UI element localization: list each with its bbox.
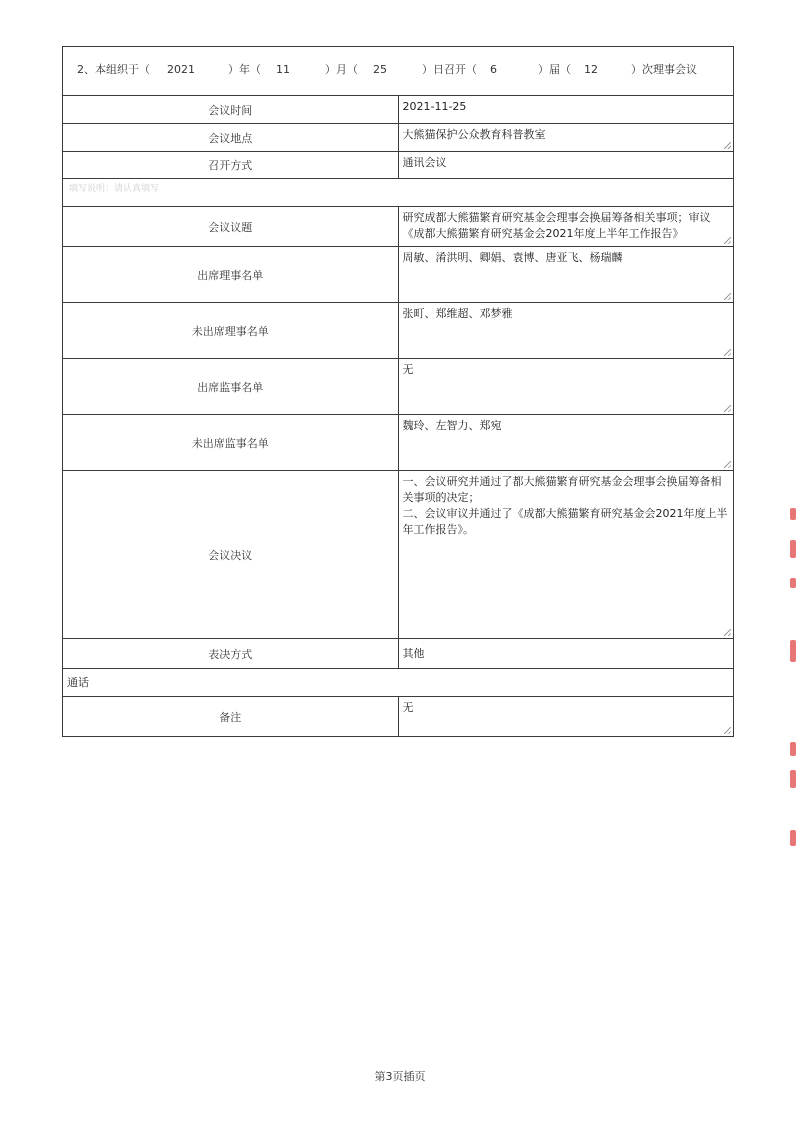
absent-supervisors-label: 未出席监事名单 bbox=[63, 415, 399, 471]
attending-supervisors-field[interactable] bbox=[398, 359, 734, 415]
attending-directors-label: 出席理事名单 bbox=[63, 247, 399, 303]
page-footer: 第3页插页 bbox=[374, 1070, 426, 1083]
absent-directors-field[interactable] bbox=[398, 303, 734, 359]
resize-grip-icon[interactable] bbox=[724, 727, 731, 734]
topic-value: 研究成都大熊猫繁育研究基金会理事会换届筹备相关事项；审议《成都大熊猫繁育研究基金会2021年度上半年工作报告》 bbox=[402, 211, 711, 240]
resize-grip-icon[interactable] bbox=[724, 629, 731, 636]
resize-grip-icon[interactable] bbox=[724, 293, 731, 300]
resolution-label: 会议决议 bbox=[63, 471, 399, 639]
absent-supervisors-value: 魏玲、左智力、郑宛 bbox=[402, 419, 502, 432]
meeting-header-line bbox=[63, 47, 733, 77]
time-label: 会议时间 bbox=[63, 96, 399, 124]
resize-grip-icon[interactable] bbox=[724, 237, 731, 244]
header-day: 25 bbox=[373, 63, 387, 76]
method-label: 召开方式 bbox=[63, 152, 399, 179]
header-session: 6 bbox=[490, 63, 497, 76]
header-month-suffix: ）月（ bbox=[325, 63, 358, 76]
attending-directors-value: 周敏、淆洪明、卿娟、袁博、唐亚飞、杨瑞麟 bbox=[402, 251, 623, 264]
resolution-line-2: 二、会议审议并通过了《成都大熊猫繁育研究基金会2021年度上半年工作报告》。 bbox=[402, 507, 728, 536]
header-session-suffix: ）届（ bbox=[538, 63, 571, 76]
stamp-fragment bbox=[790, 830, 796, 846]
meeting-record-table bbox=[62, 46, 734, 737]
header-meeting-suffix: ）次理事会议 bbox=[631, 63, 697, 76]
voting-field[interactable] bbox=[398, 639, 734, 669]
resolution-field[interactable] bbox=[398, 471, 734, 639]
resize-grip-icon[interactable] bbox=[724, 405, 731, 412]
absent-directors-value: 张町、郑维超、邓梦雅 bbox=[402, 307, 513, 320]
header-meeting-no: 12 bbox=[584, 63, 598, 76]
stamp-fragment bbox=[790, 540, 796, 558]
stamp-fragment bbox=[790, 770, 796, 788]
location-value: 大熊猫保护公众教育科普教室 bbox=[402, 128, 546, 141]
resize-grip-icon[interactable] bbox=[724, 349, 731, 356]
remarks-label: 备注 bbox=[63, 697, 399, 737]
stamp-fragment bbox=[790, 578, 796, 588]
attending-supervisors-value: 无 bbox=[402, 363, 414, 376]
location-field[interactable] bbox=[398, 124, 734, 152]
method-value: 通讯会议 bbox=[402, 156, 447, 169]
resize-grip-icon[interactable] bbox=[724, 461, 731, 468]
faint-note-cell bbox=[63, 179, 734, 207]
header-year: 2021 bbox=[167, 63, 195, 76]
stamp-fragment bbox=[790, 640, 796, 662]
stamp-fragment bbox=[790, 508, 796, 520]
attending-supervisors-label: 出席监事名单 bbox=[63, 359, 399, 415]
resize-grip-icon[interactable] bbox=[724, 142, 731, 149]
voting-value: 其他 bbox=[402, 646, 425, 660]
absent-directors-label: 未出席理事名单 bbox=[63, 303, 399, 359]
topic-field[interactable] bbox=[398, 207, 734, 247]
header-prefix: 2、本组织于（ bbox=[77, 63, 150, 76]
header-day-suffix: ）日召开（ bbox=[422, 63, 477, 76]
stamp-fragment bbox=[790, 742, 796, 756]
header-month: 11 bbox=[276, 63, 290, 76]
topic-label: 会议议题 bbox=[63, 207, 399, 247]
location-label: 会议地点 bbox=[63, 124, 399, 152]
resolution-line-1: 一、会议研究并通过了都大熊猫繁育研究基金会理事会换届筹备相关事项的决定； bbox=[402, 475, 722, 504]
header-year-suffix: ）年（ bbox=[228, 63, 261, 76]
voting-note-cell[interactable] bbox=[63, 669, 734, 697]
meeting-header-cell bbox=[63, 47, 734, 96]
remarks-field[interactable] bbox=[398, 697, 734, 737]
attending-directors-field[interactable] bbox=[398, 247, 734, 303]
absent-supervisors-field[interactable] bbox=[398, 415, 734, 471]
remarks-value: 无 bbox=[402, 701, 414, 714]
faint-note: 填写说明：请认真填写 bbox=[69, 184, 160, 194]
method-field[interactable] bbox=[398, 152, 734, 179]
voting-note: 通话 bbox=[67, 675, 89, 689]
time-value: 2021-11-25 bbox=[402, 100, 467, 113]
voting-label: 表决方式 bbox=[63, 639, 399, 669]
time-field[interactable] bbox=[398, 96, 734, 124]
